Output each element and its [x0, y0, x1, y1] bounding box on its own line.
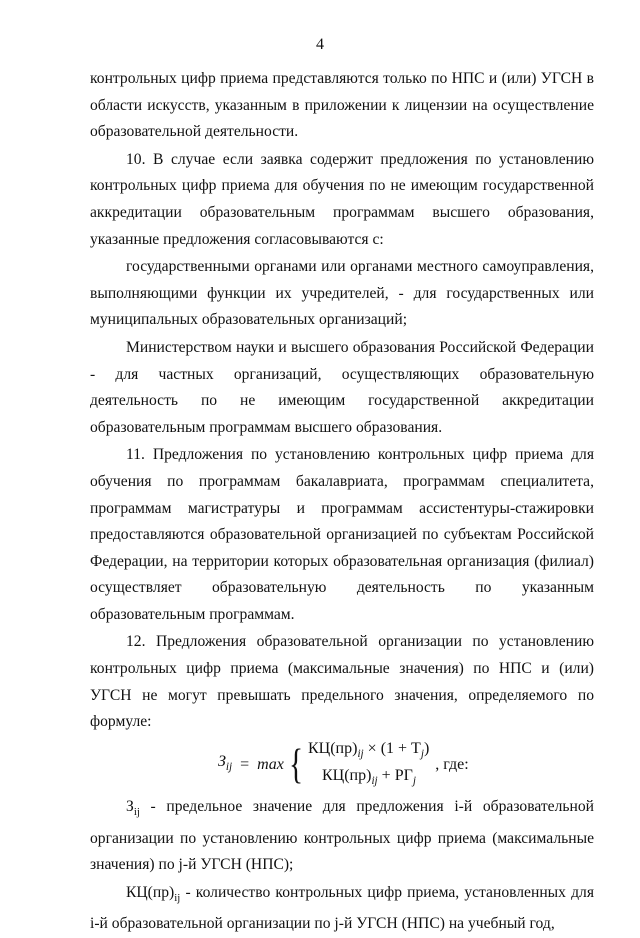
formula-tail: , где: — [435, 755, 469, 773]
paragraph: контрольных цифр приема представляются только по НПС и (или) УГСН в области искусств, указанным в приложении к лицензии на осуществление образовательной деятельности. — [90, 70, 594, 141]
formula-case-2: $КЦ(пр)_{ij} + РГ_j$ — [322, 766, 416, 788]
paragraph: 12. Предложения образовательной организации по установлению контрольных цифр приема (максимальные значения) по НПС и (или) УГСН не могут превышать предельного значения, определяемого по формуле: — [90, 633, 594, 731]
page-number: 4 — [316, 36, 324, 53]
formula-lhs: $З_{ij}$ — [218, 752, 233, 774]
definition-paragraph — [90, 880, 594, 938]
definition-text: - предельное значение для предложения i-й образовательной организации по установлению контрольных цифр приема (максимальные значения) по j-й УГСН (НПС); — [90, 797, 594, 874]
formula-cases — [308, 738, 429, 792]
formula-brace: { — [288, 741, 303, 788]
paragraph: Министерством науки и высшего образования Российской Федерации - для частных организаций, осуществляющих образовательную деятельность по не имеющим государственной аккредитации образовательным программам высшего образования. — [90, 338, 594, 436]
formula — [90, 736, 594, 794]
document-body — [90, 66, 594, 938]
definition-text: - количество контрольных цифр приема, установленных для i-й образовательной организации по j-й УГСН (НПС) на учебный год, — [90, 883, 594, 933]
formula-case-1: $КЦ(пр)_{ij} \times (1 + Т_j)$ — [308, 739, 430, 760]
definition-symbol: $З_{ij}$ — [126, 797, 140, 818]
paragraph: 11. Предложения по установлению контрольных цифр приема для обучения по программам бакалавриата, программам специалитета, программам магистратуры и программам ассистентуры-стажировки предоставляются образовательной организацией по субъектам Российской Федерации, на территории которых образовательная организация (филиал) осуществляет образовательную деятельность по указанным образовательным программам. — [90, 446, 594, 623]
formula-max: max — [257, 755, 284, 773]
definition-paragraph — [90, 794, 594, 879]
paragraph: 10. В случае если заявка содержит предложения по установлению контрольных цифр приема для обучения по не имеющим государственной аккредитации образовательным программам высшего образования, указанные предложения согласовываются с: — [90, 150, 594, 248]
paragraph: государственными органами или органами местного самоуправления, выполняющими функции их учредителей, - для государственных или муниципальных образовательных организаций; — [90, 258, 594, 329]
definition-symbol: $КЦ(пр)_{ij}$ — [126, 883, 181, 904]
formula-equals: = — [240, 755, 250, 773]
